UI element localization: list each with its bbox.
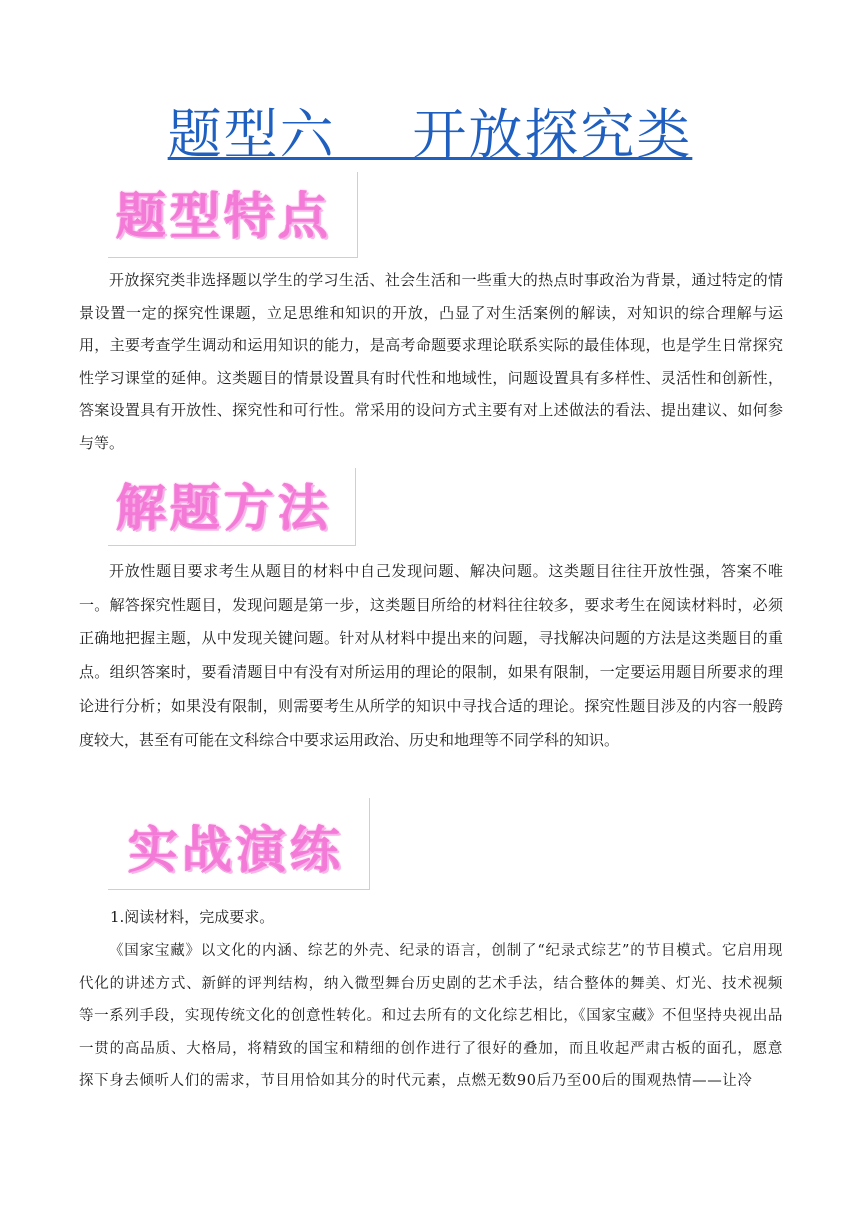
method-paragraph: 开放性题目要求考生从题目的材料中自己发现问题、解决问题。这类题目往往开放性强，答案不唯一。解答探究性题目，发现问题是第一步，这类题目所给的材料往往较多，要求考生在阅读材料时，必须正确地把握主题，从中发现关键问题。针对从材料中提出来的问题，寻找解决问题的方法是这类题目的重点。组织答案时，要看清题目中有没有对所运用的理论的限制，如果有限制，一定要运用题目所要求的理论进行分析；如果没有限制，则需要考生从所学的知识中寻找合适的理论。探究性题目涉及的内容一般跨度较大，甚至有可能在文科综合中要求运用政治、历史和地理等不同学科的知识。	[79, 562, 783, 749]
method-heading: 解题方法	[116, 479, 332, 537]
method-heading-stamp	[108, 468, 356, 546]
question-material: 《国家宝藏》以文化的内涵、综艺的外壳、纪录的语言，创制了“纪录式综艺”的节目模式。它启用现代化的讲述方式、新鲜的评判结构，纳入微型舞台历史剧的艺术手法，结合整体的舞美、灯光、技术视频等一系列手段，实现传统文化的创意性转化。和过去所有的文化综艺相比，《国家宝藏》不但坚持央视出品一贯的高品质、大格局，将精致的国宝和精细的创作进行了很好的叠加，而且收起严肃古板的面孔，愿意探下身去倾听人们的需求，节目用恰如其分的时代元素，点燃无数90后乃至00后的围观热情——让冷	[79, 943, 783, 1089]
question-label: 1.阅读材料，完成要求。	[110, 908, 275, 926]
features-heading: 题型特点	[116, 187, 332, 245]
page-title: 题型六 开放探究类	[167, 103, 693, 166]
practice-heading: 实战演练	[128, 821, 344, 879]
practice-heading-stamp	[108, 798, 370, 890]
features-heading-stamp	[108, 172, 358, 258]
features-paragraph: 开放探究类非选择题以学生的学习生活、社会生活和一些重大的热点时事政治为背景，通过特定的情景设置一定的探究性课题，立足思维和知识的开放，凸显了对生活案例的解读，对知识的综合理解与运用，主要考查学生调动和运用知识的能力，是高考命题要求理论联系实际的最佳体现，也是学生日常探究性学习课堂的延伸。这类题目的情景设置具有时代性和地域性，问题设置具有多样性、灵活性和创新性，答案设置具有开放性、探究性和可行性。常采用的设问方式主要有对上述做法的看法、提出建议、如何参与等。	[79, 271, 783, 452]
